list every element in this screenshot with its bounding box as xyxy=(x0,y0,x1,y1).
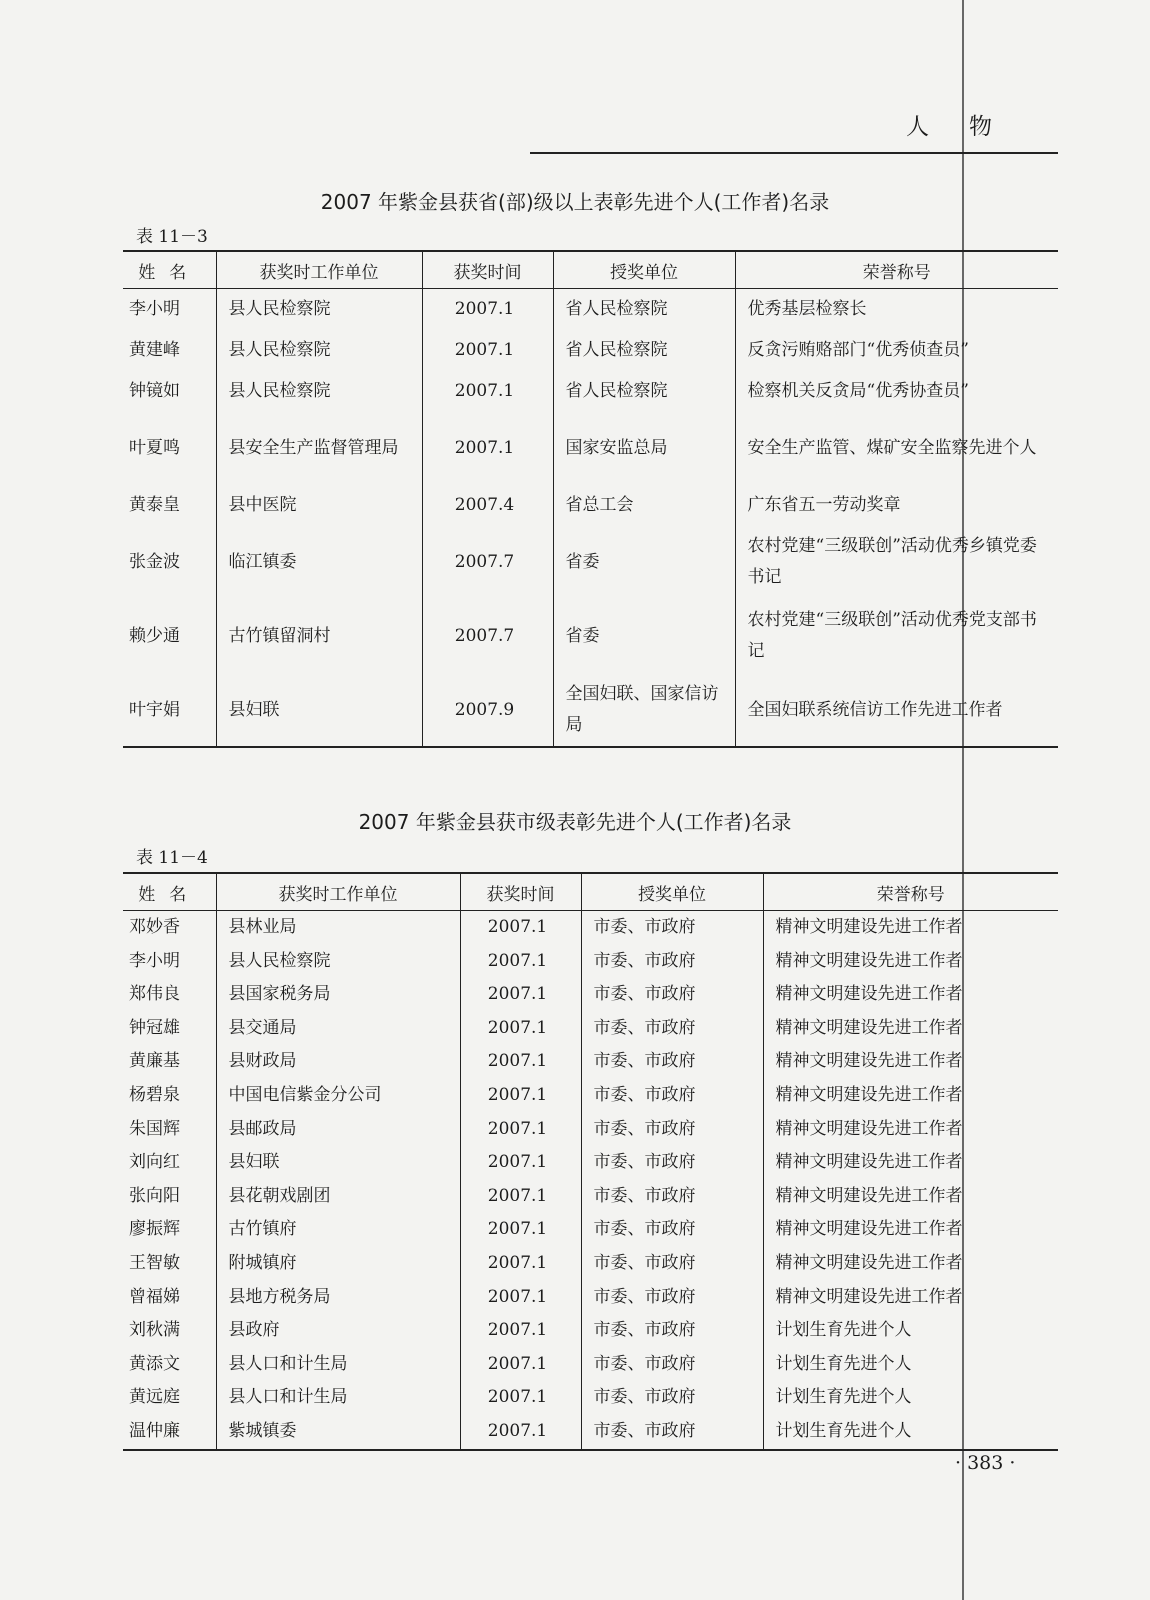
table-row xyxy=(123,484,1058,526)
table-row xyxy=(123,1045,1058,1079)
cell-name: 杨碧泉 xyxy=(129,1084,180,1105)
cell-time: 2007.4 xyxy=(422,484,553,526)
cell-honor: 计划生育先进个人 xyxy=(763,1381,1058,1415)
cell-unit: 中国电信紫金分公司 xyxy=(216,1079,460,1113)
table2-header-honor: 荣誉称号 xyxy=(763,873,1058,911)
cell-name: 张向阳 xyxy=(129,1185,180,1206)
cell-awarder: 市委、市政府 xyxy=(581,1381,763,1415)
table-row xyxy=(123,330,1058,371)
cell-name: 李小明 xyxy=(129,950,180,971)
cell-awarder: 市委、市政府 xyxy=(581,1079,763,1113)
cell-name: 黄廉基 xyxy=(129,1051,180,1072)
cell-honor: 农村党建“三级联创”活动优秀乡镇党委书记 xyxy=(735,526,1058,598)
table-row xyxy=(123,1113,1058,1147)
cell-name: 黄远庭 xyxy=(129,1387,180,1408)
cell-time: 2007.1 xyxy=(460,1247,581,1281)
cell-name: 李小明 xyxy=(129,299,180,319)
table-row xyxy=(123,1415,1058,1450)
cell-awarder: 全国妇联、国家信访局 xyxy=(553,674,735,747)
header-rule xyxy=(530,152,1058,154)
cell-time: 2007.1 xyxy=(422,289,553,331)
cell-unit: 县国家税务局 xyxy=(216,978,460,1012)
cell-awarder: 市委、市政府 xyxy=(581,945,763,979)
table-row xyxy=(123,1381,1058,1415)
cell-name: 廖振辉 xyxy=(129,1219,180,1240)
cell-honor: 精神文明建设先进工作者 xyxy=(763,1180,1058,1214)
cell-name: 刘秋满 xyxy=(129,1320,180,1341)
cell-honor: 精神文明建设先进工作者 xyxy=(763,978,1058,1012)
cell-honor: 精神文明建设先进工作者 xyxy=(763,1213,1058,1247)
cell-time: 2007.7 xyxy=(422,598,553,674)
cell-unit: 紫城镇委 xyxy=(216,1415,460,1450)
cell-awarder: 市委、市政府 xyxy=(581,1012,763,1046)
table2 xyxy=(123,872,1058,1451)
table-row xyxy=(123,526,1058,598)
table-row xyxy=(123,978,1058,1012)
cell-honor: 精神文明建设先进工作者 xyxy=(763,1146,1058,1180)
cell-time: 2007.1 xyxy=(460,1348,581,1382)
table1-header-time: 获奖时间 xyxy=(422,251,553,289)
table2-header-unit: 获奖时工作单位 xyxy=(216,873,460,911)
cell-unit: 临江镇委 xyxy=(216,526,422,598)
cell-awarder: 市委、市政府 xyxy=(581,1348,763,1382)
cell-awarder: 市委、市政府 xyxy=(581,911,763,945)
cell-awarder: 市委、市政府 xyxy=(581,1281,763,1315)
cell-name: 朱国辉 xyxy=(129,1118,180,1139)
cell-unit: 古竹镇府 xyxy=(216,1213,460,1247)
cell-awarder: 省总工会 xyxy=(553,484,735,526)
cell-name: 郑伟良 xyxy=(129,984,180,1005)
table-row xyxy=(123,674,1058,747)
cell-time: 2007.1 xyxy=(460,1381,581,1415)
cell-name: 叶夏鸣 xyxy=(129,437,180,458)
cell-awarder: 国家安监总局 xyxy=(553,412,735,484)
cell-time: 2007.9 xyxy=(422,674,553,747)
cell-honor: 精神文明建设先进工作者 xyxy=(763,1281,1058,1315)
cell-unit: 县人民检察院 xyxy=(216,945,460,979)
table-row xyxy=(123,1314,1058,1348)
cell-unit: 县安全生产监督管理局 xyxy=(216,412,422,484)
cell-unit: 县交通局 xyxy=(216,1012,460,1046)
table2-code: 表 11－4 xyxy=(136,848,208,868)
cell-time: 2007.1 xyxy=(460,1146,581,1180)
cell-awarder: 市委、市政府 xyxy=(581,1146,763,1180)
table-row xyxy=(123,412,1058,484)
cell-honor: 全国妇联系统信访工作先进工作者 xyxy=(735,674,1058,747)
cell-unit: 县人民检察院 xyxy=(216,330,422,371)
table1-header-unit: 获奖时工作单位 xyxy=(216,251,422,289)
cell-time: 2007.1 xyxy=(460,1314,581,1348)
table2-header-row xyxy=(123,873,1058,911)
cell-unit: 县妇联 xyxy=(216,674,422,747)
cell-honor: 精神文明建设先进工作者 xyxy=(763,1012,1058,1046)
cell-honor: 检察机关反贪局“优秀协查员” xyxy=(735,371,1058,412)
cell-unit: 县财政局 xyxy=(216,1045,460,1079)
cell-awarder: 市委、市政府 xyxy=(581,1180,763,1214)
cell-name: 叶宇娟 xyxy=(123,674,216,747)
cell-unit: 县人口和计生局 xyxy=(216,1348,460,1382)
cell-name: 黄建峰 xyxy=(129,340,180,360)
cell-unit: 古竹镇留洞村 xyxy=(216,598,422,674)
cell-honor: 精神文明建设先进工作者 xyxy=(763,1247,1058,1281)
cell-honor: 优秀基层检察长 xyxy=(735,289,1058,331)
cell-time: 2007.1 xyxy=(460,1113,581,1147)
table1-title: 2007 年紫金县获省(部)级以上表彰先进个人(工作者)名录 xyxy=(320,190,830,214)
cell-awarder: 市委、市政府 xyxy=(581,978,763,1012)
cell-name: 钟冠雄 xyxy=(129,1017,180,1038)
table2-header-awarder: 授奖单位 xyxy=(581,873,763,911)
cell-name: 赖少通 xyxy=(129,625,180,646)
table-row xyxy=(123,371,1058,412)
cell-name: 刘向红 xyxy=(129,1152,180,1173)
table-row xyxy=(123,1281,1058,1315)
cell-name: 王智敏 xyxy=(129,1252,180,1273)
cell-name: 黄泰皇 xyxy=(129,494,180,515)
cell-awarder: 市委、市政府 xyxy=(581,1247,763,1281)
cell-honor: 计划生育先进个人 xyxy=(763,1415,1058,1450)
cell-unit: 县花朝戏剧团 xyxy=(216,1180,460,1214)
table2-header-time: 获奖时间 xyxy=(460,873,581,911)
cell-time: 2007.1 xyxy=(460,1415,581,1450)
cell-unit: 县林业局 xyxy=(216,911,460,945)
table-row xyxy=(123,1247,1058,1281)
table-row xyxy=(123,1213,1058,1247)
table2-body xyxy=(123,911,1058,1450)
cell-unit: 县人民检察院 xyxy=(216,289,422,331)
cell-awarder: 市委、市政府 xyxy=(581,1415,763,1450)
cell-name: 温仲廉 xyxy=(123,1415,216,1450)
cell-unit: 县妇联 xyxy=(216,1146,460,1180)
table1 xyxy=(123,250,1058,748)
cell-time: 2007.1 xyxy=(460,911,581,945)
cell-honor: 计划生育先进个人 xyxy=(763,1314,1058,1348)
cell-time: 2007.1 xyxy=(422,330,553,371)
table-row xyxy=(123,289,1058,331)
cell-time: 2007.1 xyxy=(460,1180,581,1214)
cell-honor: 精神文明建设先进工作者 xyxy=(763,1045,1058,1079)
cell-name: 黄添文 xyxy=(129,1353,180,1374)
table-row xyxy=(123,1079,1058,1113)
cell-time: 2007.1 xyxy=(460,1281,581,1315)
cell-honor: 计划生育先进个人 xyxy=(763,1348,1058,1382)
cell-time: 2007.1 xyxy=(460,1045,581,1079)
cell-honor: 精神文明建设先进工作者 xyxy=(763,911,1058,945)
table-row xyxy=(123,598,1058,674)
cell-time: 2007.1 xyxy=(460,978,581,1012)
cell-awarder: 省人民检察院 xyxy=(553,330,735,371)
cell-honor: 精神文明建设先进工作者 xyxy=(763,945,1058,979)
cell-honor: 广东省五一劳动奖章 xyxy=(735,484,1058,526)
cell-awarder: 市委、市政府 xyxy=(581,1314,763,1348)
table-row xyxy=(123,945,1058,979)
table1-header-row xyxy=(123,251,1058,289)
table-row xyxy=(123,911,1058,945)
cell-awarder: 市委、市政府 xyxy=(581,1045,763,1079)
cell-awarder: 省委 xyxy=(553,598,735,674)
cell-honor: 安全生产监管、煤矿安全监察先进个人 xyxy=(735,412,1058,484)
table-row xyxy=(123,1180,1058,1214)
cell-name: 张金波 xyxy=(129,551,180,572)
cell-unit: 县地方税务局 xyxy=(216,1281,460,1315)
cell-name: 邓妙香 xyxy=(129,917,180,937)
cell-unit: 附城镇府 xyxy=(216,1247,460,1281)
cell-name: 曾福娣 xyxy=(129,1286,180,1307)
cell-time: 2007.1 xyxy=(460,945,581,979)
cell-time: 2007.1 xyxy=(460,1012,581,1046)
cell-name: 钟镜如 xyxy=(129,381,180,401)
cell-unit: 县人民检察院 xyxy=(216,371,422,412)
cell-awarder: 省委 xyxy=(553,526,735,598)
cell-unit: 县人口和计生局 xyxy=(216,1381,460,1415)
cell-honor: 农村党建“三级联创”活动优秀党支部书记 xyxy=(735,598,1058,674)
table-row xyxy=(123,1012,1058,1046)
table1-body xyxy=(123,289,1058,748)
cell-awarder: 市委、市政府 xyxy=(581,1113,763,1147)
cell-time: 2007.7 xyxy=(422,526,553,598)
table1-header-name: 姓名 xyxy=(123,251,216,289)
cell-time: 2007.1 xyxy=(422,371,553,412)
page-number: · 383 · xyxy=(955,1452,1016,1474)
cell-honor: 精神文明建设先进工作者 xyxy=(763,1113,1058,1147)
table-row xyxy=(123,1146,1058,1180)
cell-time: 2007.1 xyxy=(422,412,553,484)
cell-time: 2007.1 xyxy=(460,1079,581,1113)
cell-awarder: 省人民检察院 xyxy=(553,371,735,412)
cell-unit: 县邮政局 xyxy=(216,1113,460,1147)
table1-header-awarder: 授奖单位 xyxy=(553,251,735,289)
cell-unit: 县中医院 xyxy=(216,484,422,526)
table2-title: 2007 年紫金县获市级表彰先进个人(工作者)名录 xyxy=(358,810,792,834)
table-row xyxy=(123,1348,1058,1382)
cell-unit: 县政府 xyxy=(216,1314,460,1348)
cell-time: 2007.1 xyxy=(460,1213,581,1247)
cell-honor: 反贪污贿赂部门“优秀侦查员” xyxy=(735,330,1058,371)
cell-honor: 精神文明建设先进工作者 xyxy=(763,1079,1058,1113)
section-title: 人物 xyxy=(906,114,1032,140)
table2-header-name: 姓名 xyxy=(123,873,216,911)
cell-awarder: 省人民检察院 xyxy=(553,289,735,331)
table1-header-honor: 荣誉称号 xyxy=(735,251,1058,289)
table1-code: 表 11－3 xyxy=(136,227,208,247)
cell-awarder: 市委、市政府 xyxy=(581,1213,763,1247)
